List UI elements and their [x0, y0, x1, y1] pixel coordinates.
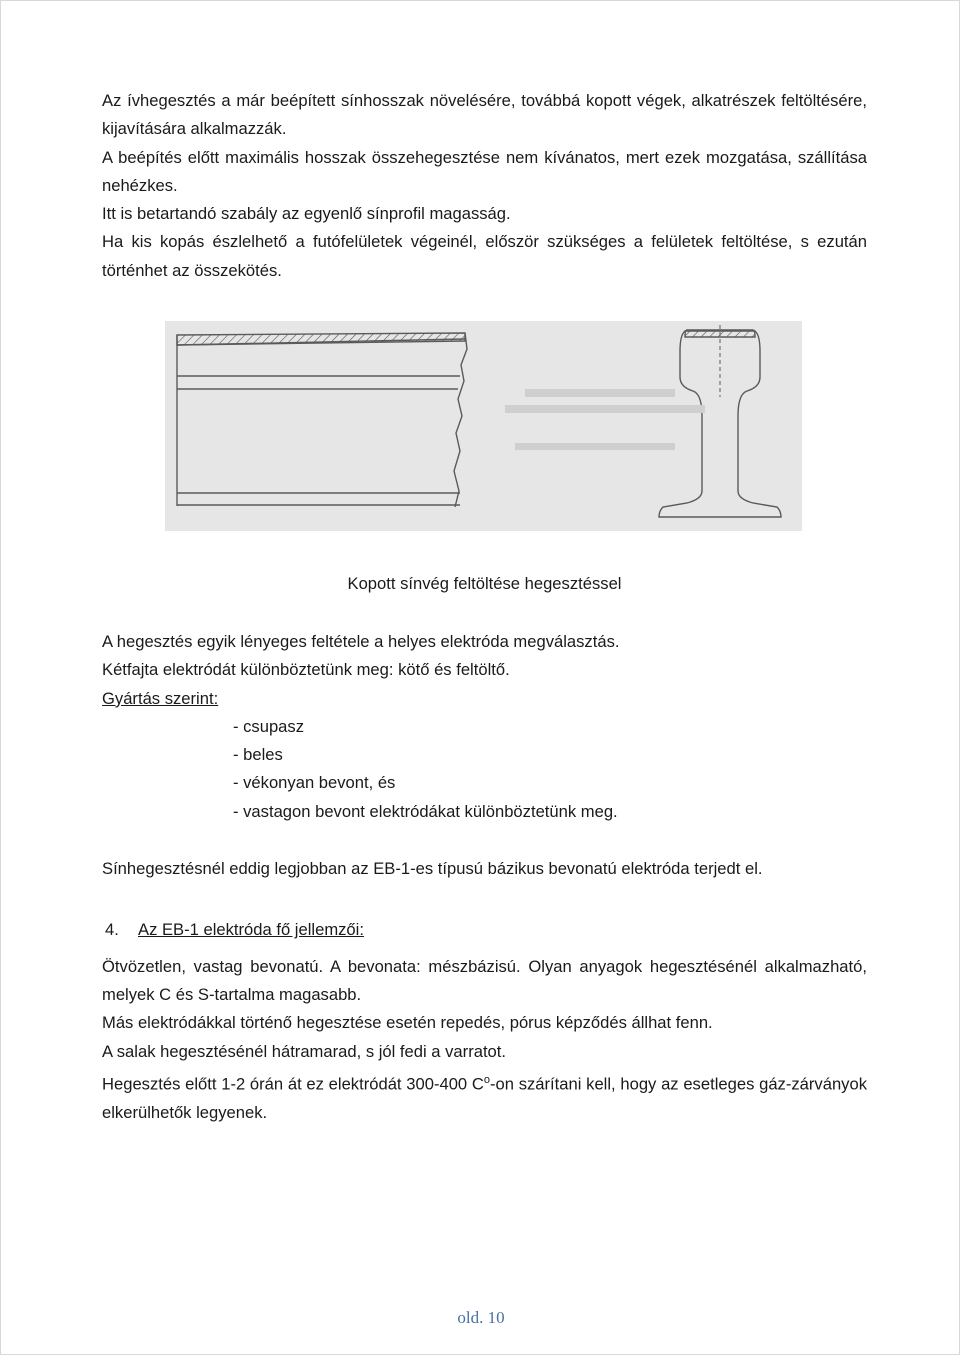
electrodes-paragraph-1: A hegesztés egyik lényeges feltétele a helyes elektróda megválasztás. — [102, 632, 620, 651]
intro-paragraph-3: Itt is betartandó szabály az egyenlő sínprofil magasság. — [102, 204, 511, 224]
drying-text-end: -on szárítani kell, hogy az esetleges gáz-zárványok elkerülhetők legyenek. — [102, 1074, 867, 1122]
intro-paragraph-1: Az ívhegesztés a már beépített sínhosszak növelésére, továbbá kopott végek, alkatrészek feltöltésére, kijavítására alkalmazzák. — [102, 91, 867, 139]
page-number: old. 10 — [457, 1308, 505, 1327]
list-item: - vastagon bevont elektródákat különböztetünk meg. — [233, 801, 618, 821]
electrode-type-list — [102, 713, 867, 826]
intro-paragraph-2: A beépítés előtt maximális hosszak összehegesztése nem kívánatos, mert ezek mozgatása, szállítása nehézkes. — [102, 147, 867, 195]
figure-caption: Kopott sínvég feltöltése hegesztéssel — [347, 574, 622, 593]
list-item: - vékonyan bevont, és — [233, 773, 396, 793]
section4-paragraph-1: Ötvözetlen, vastag bevonatú. A bevonata: mészbázisú. Olyan anyagok hegesztésénél alkalmazható, melyek C és S-tartalma magasabb. — [102, 956, 867, 1004]
list-title: Gyártás szerint: — [102, 688, 219, 708]
section4-paragraph-3: A salak hegesztésénél hátramarad, s jól fedi a varratot. — [102, 1041, 507, 1061]
electrodes-paragraph-3: Sínhegesztésnél eddig legjobban az EB-1-es típusú bázikus bevonatú elektróda terjedt el. — [102, 859, 763, 879]
section-number: 4. — [105, 920, 119, 940]
list-item: - csupasz — [233, 716, 305, 736]
section-title: Az EB-1 elektróda fő jellemzői: — [138, 920, 364, 940]
section4-paragraph-2: Más elektródákkal történő hegesztése esetén repedés, pórus képződés állhat fenn. — [102, 1013, 713, 1033]
degree-superscript: o — [483, 1073, 490, 1086]
electrodes-section — [102, 628, 867, 1127]
intro-paragraph-4: Ha kis kopás észlelhető a futófelületek végeinél, először szükséges a felületek feltöltése, s ezután történhet az összekötés. — [102, 232, 867, 280]
section-heading — [102, 916, 867, 944]
electrodes-paragraph-2: Kétfajta elektródát különböztetünk meg: kötő és feltöltő. — [102, 660, 510, 680]
list-item: - beles — [233, 745, 283, 765]
drying-text-start: Hegesztés előtt 1-2 órán át ez elektródát 300-400 C — [102, 1074, 484, 1094]
section4-paragraph-4 — [102, 1066, 867, 1127]
rail-welding-figure — [165, 321, 802, 531]
intro-section — [102, 87, 867, 285]
figure-background — [165, 321, 802, 531]
